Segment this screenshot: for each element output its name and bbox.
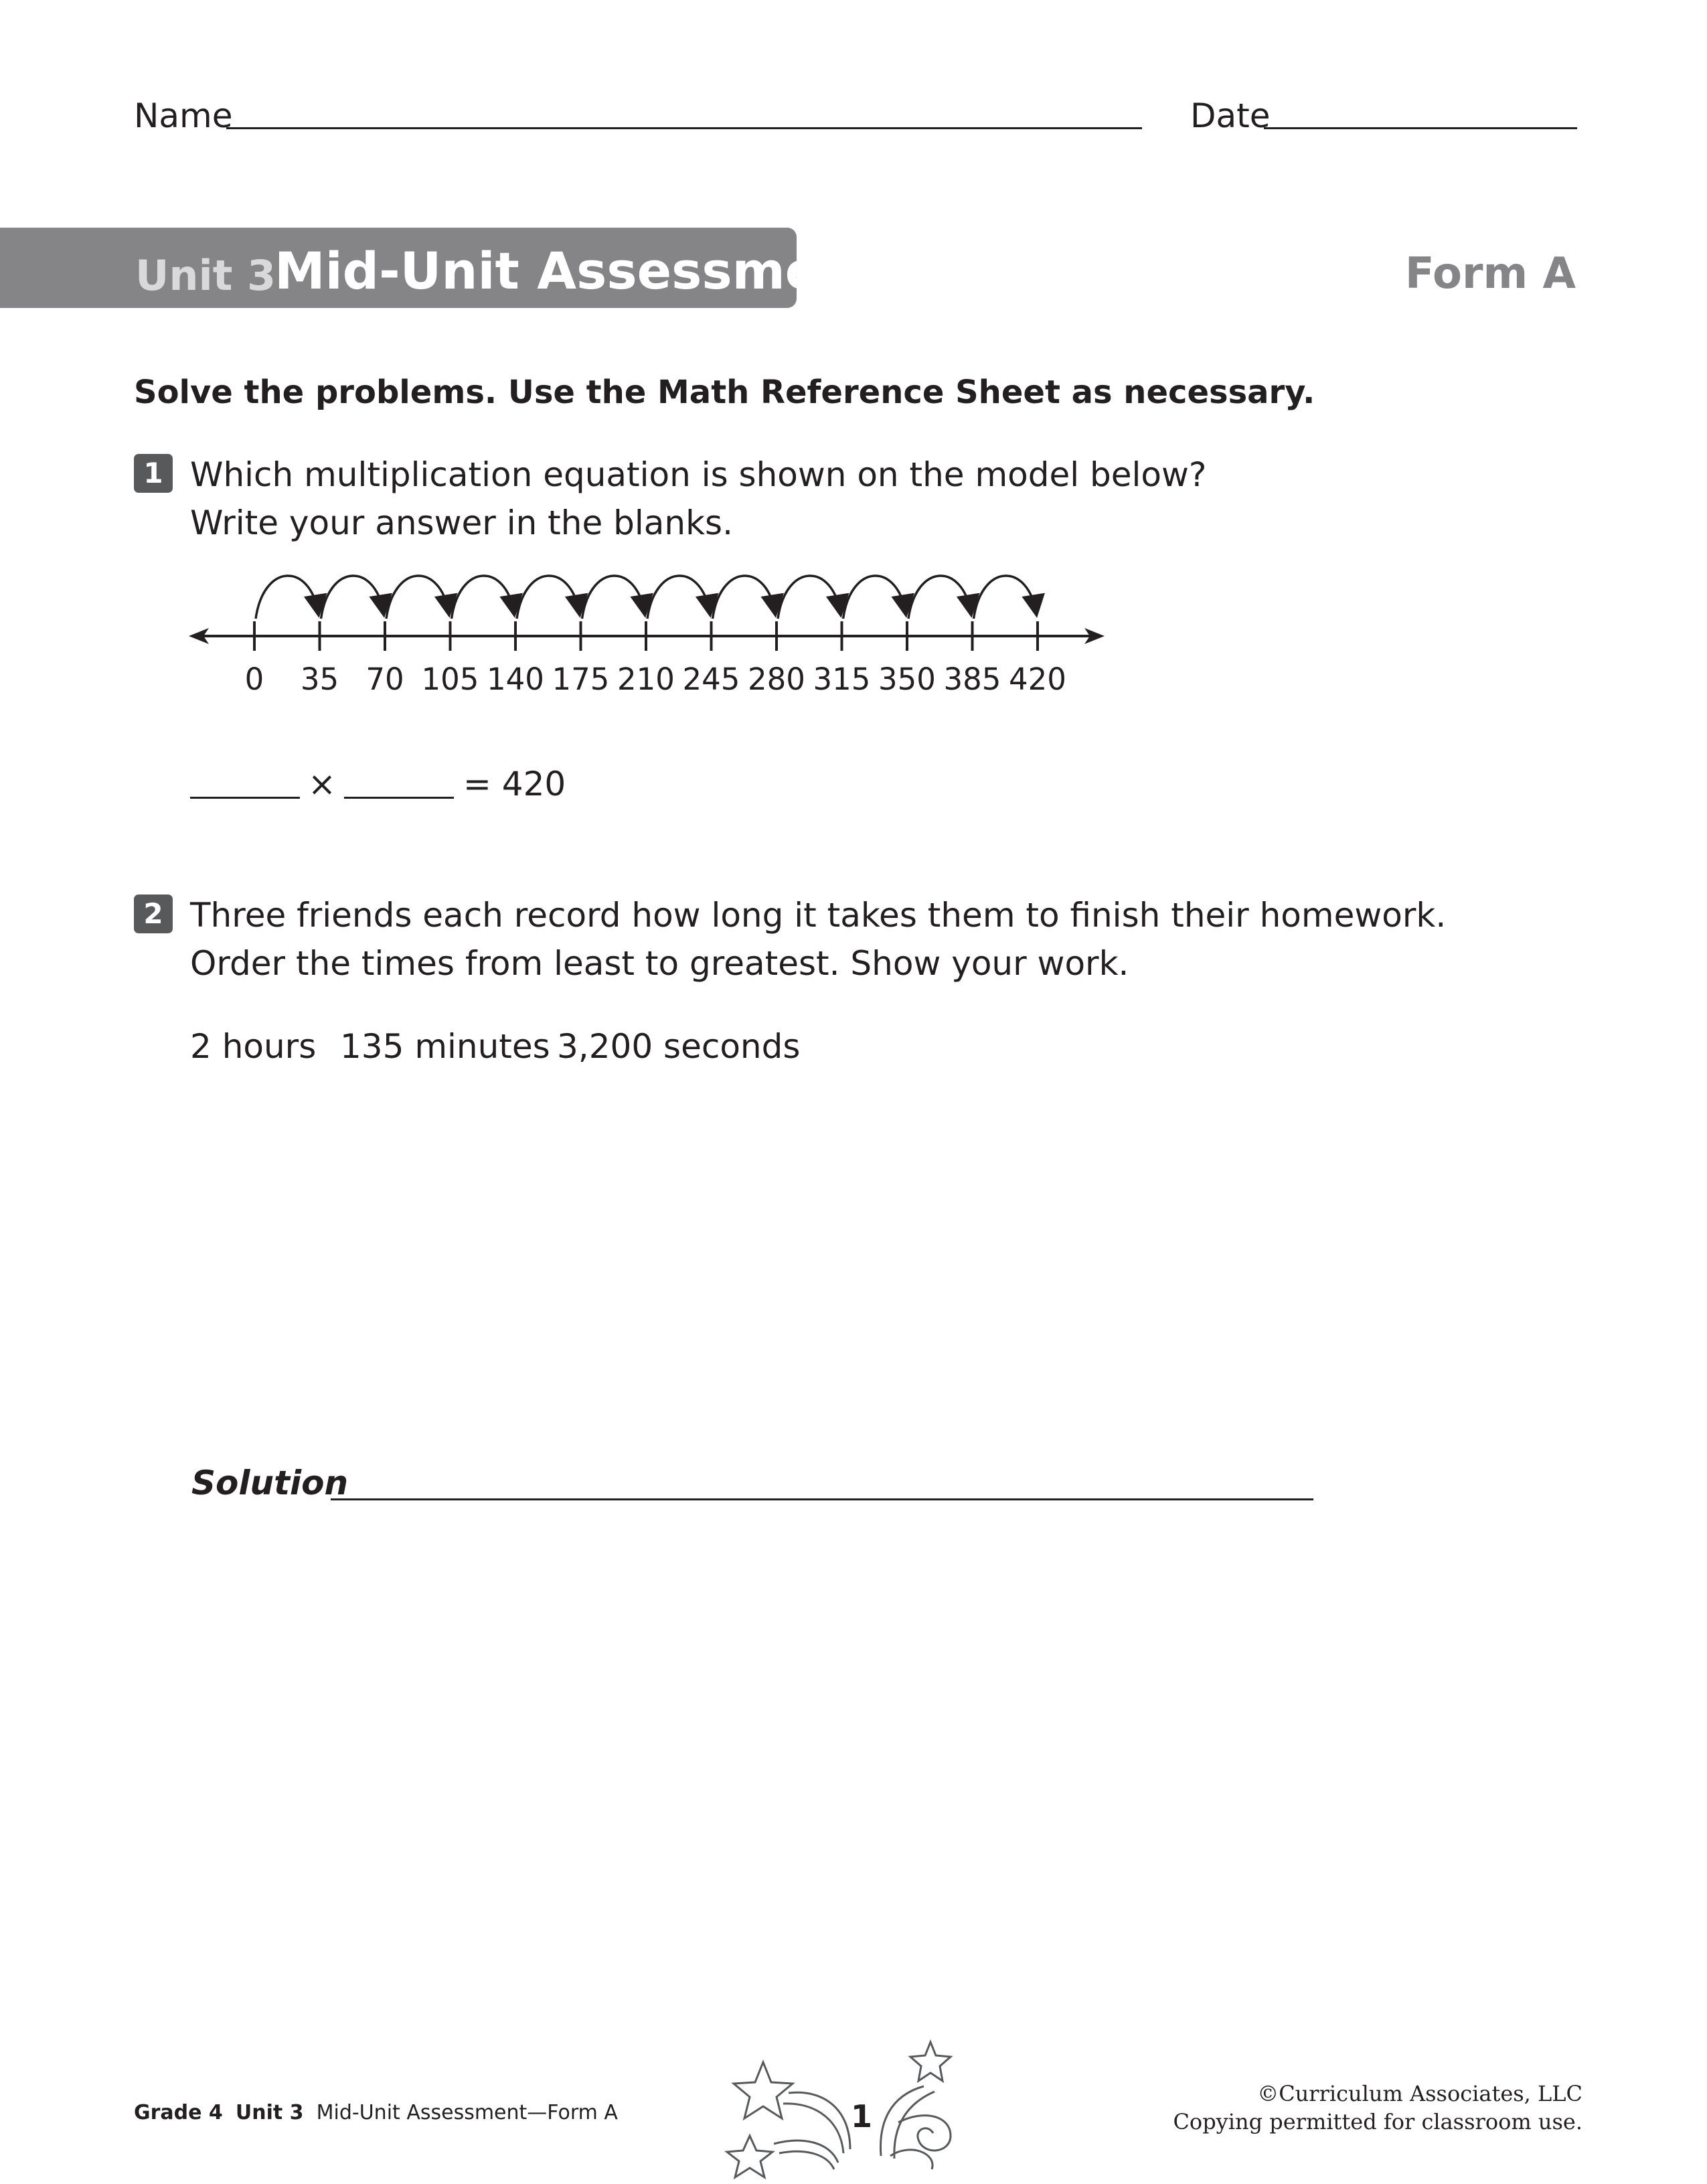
footer-doc: Mid-Unit Assessment—Form A (316, 2101, 618, 2124)
page-number: 1 (851, 2098, 873, 2134)
tick-label: 210 (617, 661, 675, 697)
tick-label: 70 (365, 661, 404, 697)
problem-2-badge: 2 (134, 894, 173, 933)
problem-2-text-line-1: Three friends each record how long it takes them to finish their homework. (190, 896, 1447, 935)
name-field[interactable] (226, 127, 1142, 129)
problem-2-text-line-2: Order the times from least to greatest. Show your work. (190, 944, 1129, 983)
jump-arrow (321, 576, 384, 619)
solution-label: Solution (191, 1464, 349, 1502)
time-item: 3,200 seconds (557, 1027, 801, 1066)
instructions: Solve the problems. Use the Math Reference Sheet as necessary. (134, 374, 1315, 411)
tick-label: 315 (813, 661, 871, 697)
tick-label: 420 (1009, 661, 1066, 697)
jump-arrow (517, 576, 580, 619)
tick-label: 0 (244, 661, 264, 697)
assessment-title: Mid-Unit Assessment (274, 241, 880, 301)
copyright (1173, 2080, 1582, 2136)
jump-arrow (908, 576, 971, 619)
footer-unit: Unit 3 (235, 2101, 304, 2124)
unit-label: Unit 3 (135, 251, 276, 300)
tick-label: 175 (552, 661, 610, 697)
time-item: 135 minutes (340, 1027, 550, 1066)
footer-grade: Grade 4 (134, 2101, 223, 2124)
factor-2-blank[interactable] (344, 797, 454, 799)
tick-label: 35 (300, 661, 339, 697)
solution-field[interactable] (331, 1498, 1313, 1500)
factor-1-blank[interactable] (190, 797, 300, 799)
tick-label: 280 (748, 661, 805, 697)
jump-arrow (843, 576, 906, 619)
tick-label: 245 (682, 661, 740, 697)
time-item: 2 hours (190, 1027, 317, 1066)
copyright-line-2: Copying permitted for classroom use. (1173, 2109, 1582, 2134)
tick-label: 385 (943, 661, 1001, 697)
times-symbol: × (308, 765, 336, 803)
jump-arrow (778, 576, 841, 619)
jump-arrow (452, 576, 515, 619)
footer-left (134, 2101, 618, 2124)
copyright-line-1: ©Curriculum Associates, LLC (1257, 2081, 1582, 2106)
form-label: Form A (1404, 249, 1576, 299)
jump-arrow (256, 576, 319, 619)
jump-arrow (386, 576, 449, 619)
star-swirl-icon (723, 2035, 977, 2183)
jump-arrow (582, 576, 645, 619)
problem-1-text-line-2: Write your answer in the blanks. (190, 503, 733, 542)
date-field[interactable] (1264, 127, 1577, 129)
jump-arrow (974, 576, 1037, 619)
jump-arrow (713, 576, 776, 619)
tick-label: 140 (487, 661, 544, 697)
equation-result: = 420 (463, 765, 566, 803)
problem-1-badge: 1 (134, 454, 173, 493)
problem-1-text-line-1: Which multiplication equation is shown on the model below? (190, 455, 1207, 494)
name-label: Name (134, 96, 233, 135)
jump-arrow (647, 576, 710, 619)
tick-label: 105 (421, 661, 479, 697)
date-label: Date (1190, 96, 1271, 135)
tick-label: 350 (878, 661, 936, 697)
